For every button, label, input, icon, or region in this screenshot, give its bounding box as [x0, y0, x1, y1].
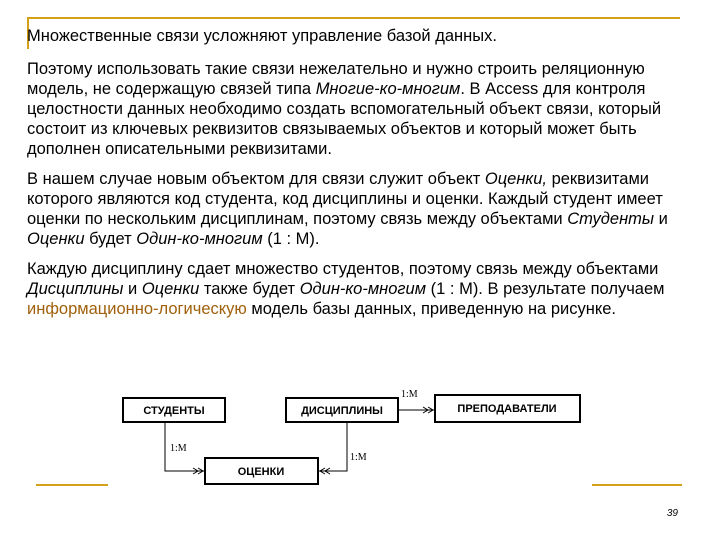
bottom-rule-left [36, 484, 108, 486]
paragraph-4-run: Каждую дисциплину сдает множество студентов, поэтому связь между объектами [27, 260, 659, 278]
paragraph-3-run: Студенты [567, 210, 655, 228]
paragraph-3-run: реквизитами которого являются код студента, код дисциплины и оценки. Каждый студент имеет оценки по нескольким дисциплинам, поэтому связь между объектами [27, 170, 663, 228]
relation-label-disciplines-grades: 1:M [350, 452, 367, 463]
paragraph-3-run: Оценки [27, 230, 85, 248]
paragraph-4-run: Оценки [141, 280, 200, 298]
paragraph-2 [27, 59, 677, 159]
relation-disciplines-grades [318, 422, 347, 471]
paragraph-3 [27, 169, 677, 249]
paragraph-4-run: Дисциплины [27, 280, 124, 298]
slide-text [27, 26, 677, 329]
paragraph-3-run: и [654, 210, 668, 228]
paragraph-4-run: и [123, 280, 142, 298]
paragraph-4-run: модель базы данных, приведенную на рисунке. [246, 300, 616, 318]
paragraph-1 [27, 26, 677, 46]
paragraph-2-run: Многие-ко-многим [315, 80, 461, 98]
paragraph-4-run: Один-ко-многим [299, 280, 427, 298]
paragraph-3-run: В нашем случае новым объектом для связи служит объект [27, 170, 485, 188]
paragraph-3-run: Один-ко-многим [136, 230, 263, 248]
info-logical-model-diagram [110, 380, 610, 490]
paragraph-4-run: (1 : М). В результате получаем [426, 280, 665, 298]
relation-label-disciplines-teachers: 1:M [401, 389, 418, 400]
paragraph-3-run: (1 : М). [262, 230, 320, 248]
disciplines-label: ДИСЦИПЛИНЫ [301, 405, 383, 417]
students-label: СТУДЕНТЫ [143, 405, 205, 417]
paragraph-4-run: информационно-логическую [27, 300, 247, 318]
paragraph-2-run: . В Access для контроля целостности данных необходимо создать вспомогательный объект связи, который состоит из ключевых реквизитов связываемых объектов и который может быть дополнен описательными реквизитами. [27, 80, 662, 158]
paragraph-1-run: Множественные связи усложняют управление базой данных. [27, 27, 497, 45]
relation-label-students-grades: 1:M [170, 443, 187, 454]
page-number: 39 [666, 508, 678, 519]
paragraph-2-run: Поэтому использовать такие связи нежелательно и нужно строить реляционную модель, не содержащую связей типа [27, 60, 645, 98]
paragraph-3-run: будет [84, 230, 137, 248]
paragraph-4 [27, 259, 677, 319]
paragraph-4-run: также будет [199, 280, 300, 298]
teachers-label: ПРЕПОДАВАТЕЛИ [457, 403, 557, 415]
top-rule [27, 17, 680, 19]
paragraph-3-run: Оценки, [484, 170, 547, 188]
grades-label: ОЦЕНКИ [237, 466, 285, 478]
